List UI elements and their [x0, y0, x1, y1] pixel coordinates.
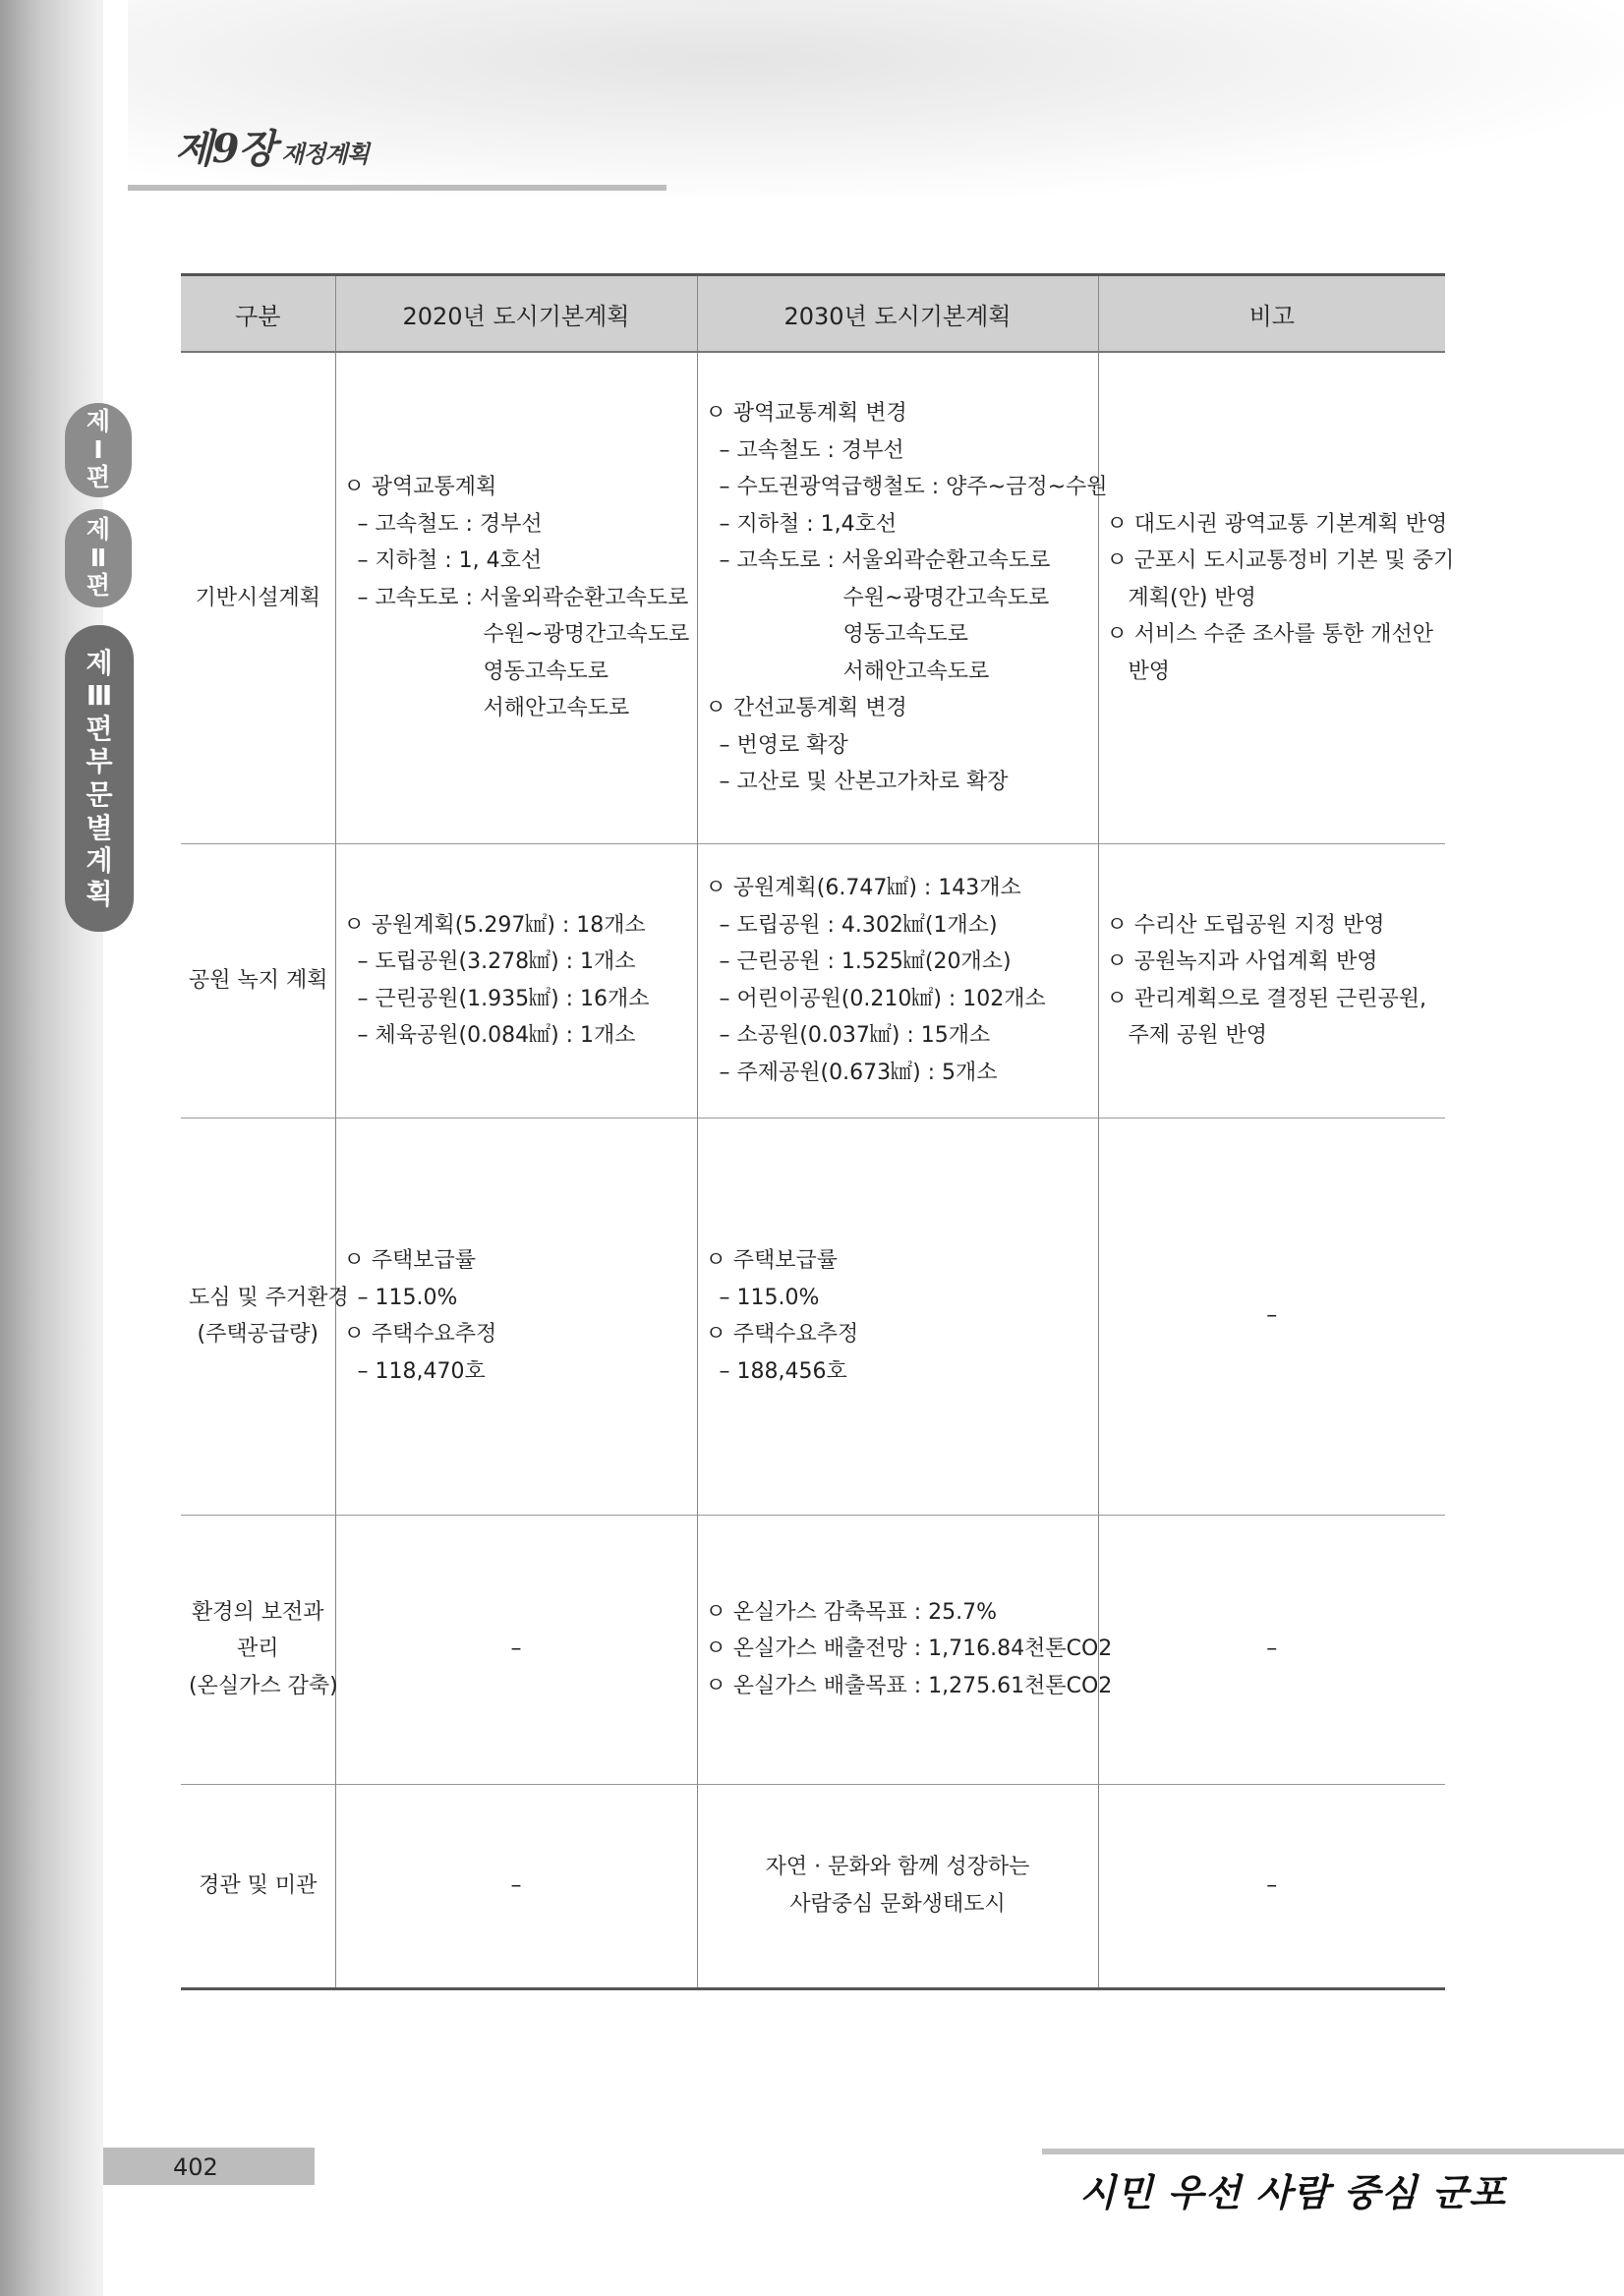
- empty-dash: –: [1266, 1303, 1278, 1329]
- plan-2020-cell: [335, 1515, 697, 1784]
- plan-2020-cell: [335, 843, 697, 1118]
- sub-item: – 도립공원 : 4.302㎢(1개소): [719, 912, 998, 938]
- row-category-cell: [181, 1784, 335, 1988]
- plan-2030-cell: [697, 1118, 1098, 1515]
- sub-item-continued: 서해안고속도로: [483, 696, 630, 720]
- plan-2020-cell: [335, 1784, 697, 1988]
- side-tab-char: 제: [86, 514, 111, 544]
- plan-2030-cell: [697, 1784, 1098, 1988]
- sub-item: – 118,470호: [357, 1358, 486, 1384]
- sub-item: – 번영로 확장: [719, 732, 848, 758]
- plan-2020-cell: [335, 352, 697, 843]
- footer-rule: [1042, 2149, 1624, 2154]
- city-slogan-logo: 시민 우선 사람 중심 군포: [1079, 2170, 1506, 2214]
- bullet-item: ㅇ 간선교통계획 변경: [705, 696, 907, 720]
- category-label: (주택공급량): [197, 1322, 319, 1347]
- vision-text: 자연 · 문화와 함께 성장하는: [765, 1855, 1030, 1879]
- row-category-cell: [181, 1515, 338, 1784]
- category-label: 환경의 보전과: [191, 1599, 324, 1625]
- header-remarks: 비고: [1098, 275, 1445, 353]
- bullet-item: ㅇ 수리산 도립공원 지정 반영: [1106, 912, 1385, 938]
- page-number: 402: [173, 2153, 218, 2181]
- bullet-item: ㅇ 광역교통계획 변경: [705, 401, 907, 426]
- plan-2030-cell: [697, 843, 1098, 1118]
- remarks-cell: [1098, 352, 1455, 843]
- bullet-item: ㅇ 공원녹지과 사업계획 반영: [1106, 949, 1378, 974]
- chapter-heading: [175, 118, 369, 174]
- empty-dash: –: [1266, 1636, 1278, 1662]
- side-tab-part-1[interactable]: [65, 403, 132, 497]
- remarks-cell: [1098, 1118, 1445, 1515]
- sub-item: – 고속도로 : 서울외곽순환고속도로: [357, 585, 689, 610]
- side-tab-char: Ⅲ: [86, 679, 113, 713]
- empty-dash: –: [510, 1636, 522, 1662]
- sub-item-continued: 수원~광명간고속도로: [483, 622, 690, 647]
- side-tab-char: Ⅱ: [89, 543, 107, 572]
- row-category-cell: [181, 1118, 349, 1515]
- sub-item: – 도립공원(3.278㎢) : 1개소: [357, 949, 636, 974]
- chapter-title: 제9장: [175, 126, 276, 172]
- bullet-item: ㅇ 주택보급률: [343, 1248, 477, 1273]
- sub-item-continued: 서해안고속도로: [842, 659, 990, 684]
- bullet-item: ㅇ 온실가스 배출전망 : 1,716.84천톤CO2: [705, 1636, 1113, 1662]
- sub-item: – 수도권광역급행철도 : 양주~금정~수원: [719, 475, 1108, 499]
- sub-item-continued: 영동고속도로: [842, 622, 969, 647]
- side-tab-char: 편: [86, 571, 111, 601]
- sub-item-continued: 영동고속도로: [483, 659, 609, 684]
- bullet-item: ㅇ 주택수요추정: [343, 1322, 497, 1347]
- table-row-landscape: [181, 1784, 1445, 1988]
- category-label: 경관 및 미관: [199, 1872, 318, 1898]
- row-category-cell: [181, 352, 335, 843]
- bullet-item-continued: 반영: [1128, 659, 1171, 684]
- plan-2020-cell: [335, 1118, 697, 1515]
- category-label: 도심 및 주거환경: [189, 1285, 349, 1310]
- remarks-cell: [1098, 1515, 1445, 1784]
- sub-item: – 고속철도 : 경부선: [719, 437, 904, 463]
- bullet-item: ㅇ 온실가스 배출목표 : 1,275.61천톤CO2: [705, 1673, 1113, 1698]
- sub-item: – 115.0%: [719, 1285, 820, 1310]
- header-category: 구분: [181, 275, 335, 353]
- side-tab-part-3-active[interactable]: [65, 625, 134, 932]
- empty-dash: –: [510, 1872, 522, 1898]
- side-tab-char: 획: [86, 877, 113, 910]
- sub-item-continued: 수원~광명간고속도로: [842, 585, 1050, 610]
- table-header-row: [181, 275, 1445, 353]
- category-label: 공원 녹지 계획: [189, 967, 328, 993]
- category-label: 관리: [236, 1636, 279, 1662]
- bullet-item: ㅇ 대도시권 광역교통 기본계획 반영: [1106, 511, 1448, 537]
- sub-item: – 주제공원(0.673㎢) : 5개소: [719, 1060, 998, 1085]
- chapter-underline: [128, 185, 667, 191]
- bullet-item-continued: 계획(안) 반영: [1128, 585, 1256, 610]
- bullet-item: ㅇ 주택수요추정: [705, 1322, 859, 1347]
- sub-item: – 근린공원 : 1.525㎢(20개소): [719, 949, 1012, 974]
- sub-item: – 고산로 및 산본고가차로 확장: [719, 770, 1009, 794]
- bullet-item: ㅇ 공원계획(6.747㎢) : 143개소: [705, 876, 1021, 900]
- bullet-item: ㅇ 온실가스 감축목표 : 25.7%: [705, 1599, 998, 1625]
- side-tab-part-2[interactable]: [65, 509, 132, 607]
- table-row-housing: [181, 1118, 1445, 1515]
- side-tab-char: 부: [86, 745, 113, 778]
- bullet-item: ㅇ 광역교통계획: [343, 475, 497, 499]
- side-tab-char: 제: [86, 406, 111, 435]
- table-row-parks: [181, 843, 1445, 1118]
- left-margin-strip: [0, 0, 103, 2296]
- remarks-cell: [1098, 1784, 1445, 1988]
- bullet-item: ㅇ 서비스 수준 조사를 통한 개선안: [1106, 622, 1433, 647]
- side-tab-char: 편: [86, 712, 113, 745]
- sub-item: – 어린이공원(0.210㎢) : 102개소: [719, 986, 1046, 1011]
- category-label: 기반시설계획: [195, 585, 320, 610]
- plan-comparison-table: [181, 273, 1455, 1990]
- bullet-item: ㅇ 관리계획으로 결정된 근린공원,: [1106, 986, 1427, 1011]
- sub-item: – 지하철 : 1,4호선: [719, 511, 898, 537]
- side-tab-char: 별: [86, 811, 113, 844]
- side-tab-char: Ⅰ: [93, 434, 103, 464]
- header-plan-2030: 2030년 도시기본계획: [697, 275, 1098, 353]
- side-tab-char: 편: [86, 463, 111, 492]
- chapter-subtitle: 재정계획: [281, 140, 369, 168]
- sub-item: – 188,456호: [719, 1358, 847, 1384]
- vision-text: 사람중심 문화생태도시: [789, 1891, 1006, 1917]
- remarks-cell: [1098, 843, 1445, 1118]
- bullet-item: ㅇ 주택보급률: [705, 1248, 839, 1273]
- plan-2030-cell: [697, 352, 1108, 843]
- bullet-item: ㅇ 군포시 도시교통정비 기본 및 중기: [1106, 548, 1455, 573]
- sub-item: – 소공원(0.037㎢) : 15개소: [719, 1023, 991, 1048]
- side-tab-char: 계: [86, 844, 113, 878]
- table-row-environment: [181, 1515, 1445, 1784]
- header-plan-2020: 2020년 도시기본계획: [335, 275, 697, 353]
- side-tab-char: 제: [86, 646, 113, 679]
- side-tab-char: 문: [86, 778, 113, 811]
- plan-2030-cell: [697, 1515, 1113, 1784]
- bullet-item-continued: 주제 공원 반영: [1128, 1023, 1267, 1048]
- sub-item: – 체육공원(0.084㎢) : 1개소: [357, 1023, 636, 1048]
- sub-item: – 지하철 : 1, 4호선: [357, 548, 543, 573]
- sub-item: – 근린공원(1.935㎢) : 16개소: [357, 986, 650, 1011]
- table-row-infrastructure: [181, 352, 1445, 843]
- sub-item: – 고속철도 : 경부선: [357, 511, 543, 537]
- row-category-cell: [181, 843, 335, 1118]
- sub-item: – 115.0%: [357, 1285, 458, 1310]
- empty-dash: –: [1266, 1872, 1278, 1898]
- sub-item: – 고속도로 : 서울외곽순환고속도로: [719, 548, 1051, 573]
- bullet-item: ㅇ 공원계획(5.297㎢) : 18개소: [343, 912, 646, 938]
- category-label: (온실가스 감축): [189, 1673, 338, 1698]
